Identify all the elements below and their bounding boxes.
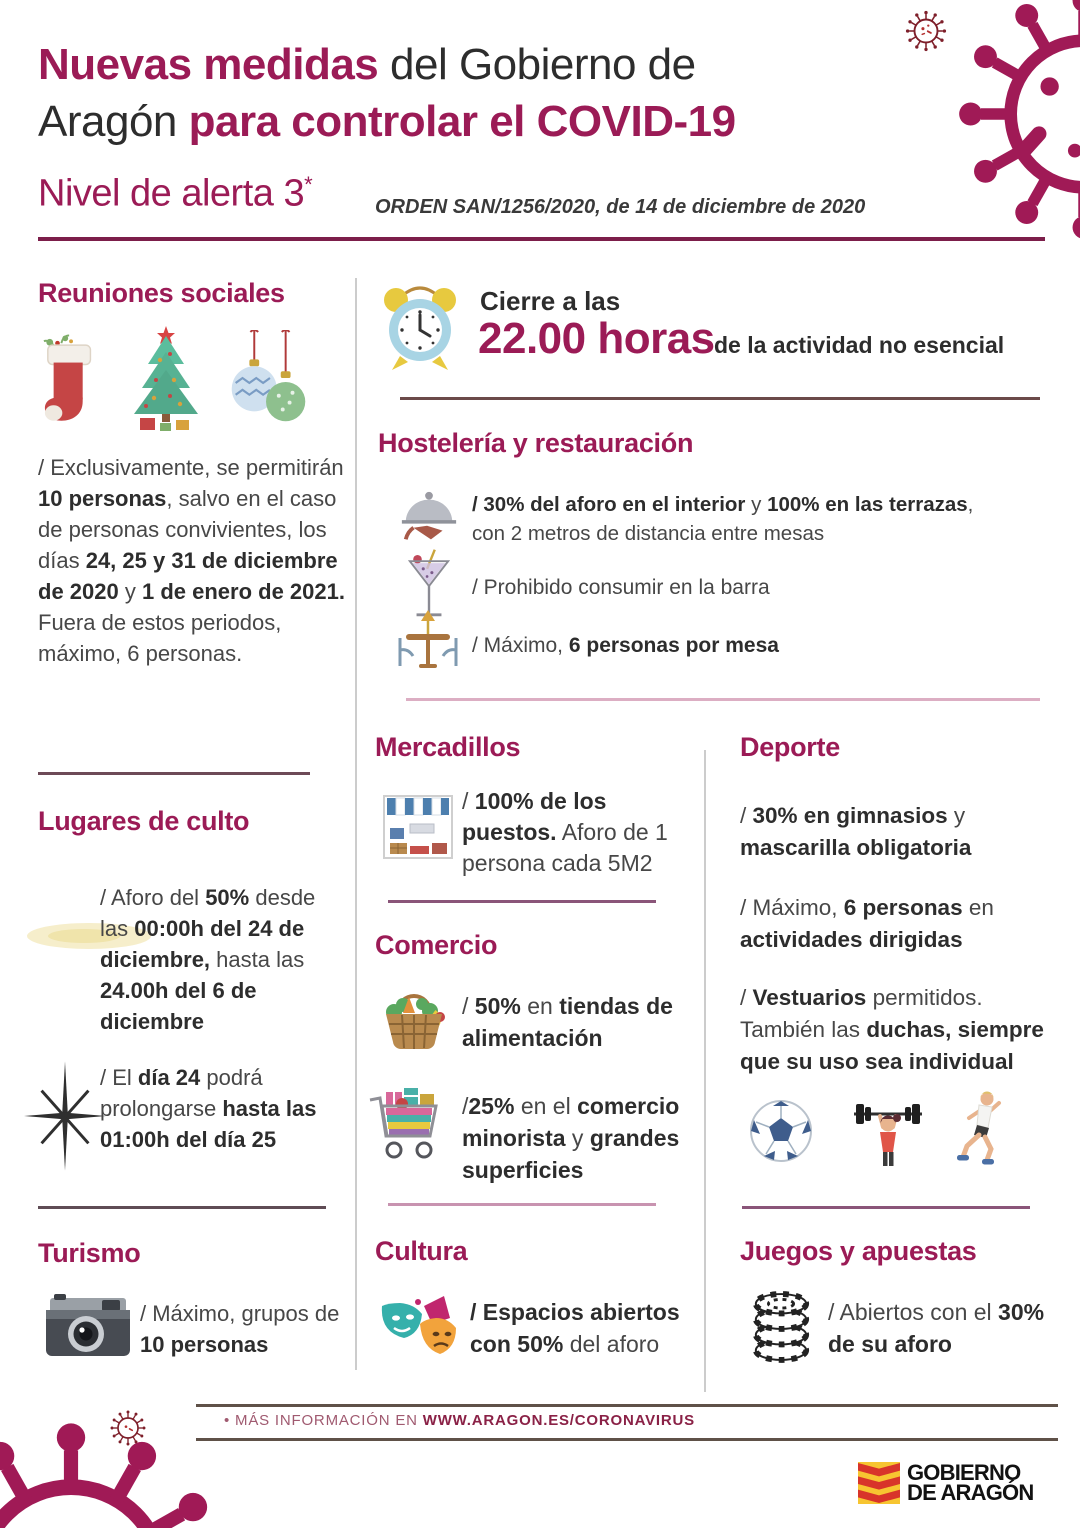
shopping-cart-icon: [366, 1084, 450, 1168]
footer-info-url: WWW.ARAGON.ES/CORONAVIRUS: [422, 1412, 695, 1429]
reuniones-paragraph: [38, 452, 346, 669]
divider-closure: [400, 397, 1040, 400]
section-title-deporte: Deporte: [740, 732, 840, 762]
closure-scope: de la actividad no esencial: [714, 332, 1005, 358]
text-run: / Aforo del: [100, 885, 206, 910]
title-line-1: [38, 36, 878, 93]
coronavirus-large-icon: [958, 0, 1080, 240]
header-rule: [38, 237, 1045, 241]
food-basket-icon: [378, 984, 450, 1052]
text-run: , salvo en el caso de personas convivientes, los días: [38, 486, 337, 573]
closure-intro: Cierre a las: [480, 286, 621, 316]
text-run: en: [520, 993, 560, 1019]
order-reference: ORDEN SAN/1256/2020, de 14 de diciembre de 2020: [375, 196, 866, 218]
christmas-star-icon: [24, 1060, 106, 1172]
text-run: /: [740, 803, 753, 828]
coronavirus-small-bottom-icon: [108, 1408, 148, 1448]
runner-icon: [952, 1088, 1012, 1168]
poker-chips-icon: [750, 1288, 812, 1364]
title-bold-1: Nuevas medidas: [38, 40, 379, 89]
divider-mercadillos: [388, 900, 656, 903]
divider-comercio: [388, 1203, 656, 1206]
text-run: / Exclusivamente, se permitirán: [38, 455, 344, 480]
section-title-lugares: Lugares de culto: [38, 806, 250, 836]
text-run: /: [462, 788, 475, 814]
text-run: 100% en las terrazas: [767, 493, 968, 516]
text-run: / Máximo,: [472, 634, 569, 657]
text-run: / 30% del aforo en el interior: [472, 493, 746, 516]
mercadillos-text: [462, 786, 707, 879]
hosteleria-bullet-2: / Prohibido consumir en la barra: [472, 576, 770, 599]
text-run: / Máximo,: [740, 895, 844, 920]
alarm-clock-icon: [372, 278, 468, 374]
text-run: 30% en gimnasios: [752, 803, 948, 828]
text-run: ,: [967, 493, 974, 516]
footer-line-bottom: [196, 1438, 1058, 1441]
theater-masks-icon: [378, 1290, 462, 1358]
christmas-tree-icon: [118, 324, 214, 432]
page-title: [38, 36, 878, 150]
text-run: y: [118, 579, 142, 604]
text-run: actividades dirigidas: [740, 927, 963, 952]
text-run: 00:00h del 24 de diciembre,: [100, 916, 305, 972]
alert-asterisk: *: [304, 172, 313, 197]
text-run: /: [462, 993, 475, 1019]
closure-time: 22.00 horas: [478, 314, 715, 363]
text-run: duchas, siempre que su uso sea individual: [740, 1017, 1044, 1074]
text-run: desde las: [100, 885, 316, 941]
text-run: y: [947, 803, 966, 828]
lugares-bullet-1: [100, 882, 348, 1037]
comercio-bullet-1: [462, 990, 717, 1054]
logo-text: [907, 1460, 1034, 1505]
text-run: tiendas de alimentación: [462, 993, 673, 1051]
text-run: 24.00h del 6 de diciembre: [100, 978, 257, 1034]
text-run: permitidos. También las: [740, 985, 983, 1042]
text-run: 24, 25 y 31 de diciembre de 2020: [38, 548, 338, 604]
text-run: /: [470, 1299, 483, 1325]
footer-info-prefix: MÁS INFORMACIÓN EN: [235, 1412, 423, 1429]
text-run: grandes superficies: [462, 1125, 680, 1183]
text-run: 6 personas: [843, 895, 963, 920]
section-title-turismo: Turismo: [38, 1238, 141, 1268]
text-run: 100% de los puestos.: [462, 788, 607, 845]
divider-juegos: [742, 1206, 1030, 1209]
hosteleria-bullet-1-line-2: con 2 metros de distancia entre mesas: [472, 522, 825, 545]
logo-line-2: DE ARAGÓN: [907, 1480, 1034, 1505]
text-run: y: [745, 493, 768, 516]
hosteleria-bullet-1: [472, 490, 1062, 548]
text-run: en el: [514, 1093, 578, 1119]
footer-info: [224, 1412, 695, 1429]
cultura-text: [470, 1296, 725, 1360]
text-run: Espacios abiertos con 50%: [470, 1299, 680, 1357]
terrace-table-icon: [392, 610, 464, 674]
text-run: podrá prolongarse: [100, 1065, 263, 1121]
hosteleria-bullet-3: [472, 634, 779, 658]
soccer-ball-icon: [748, 1098, 814, 1164]
text-run: día 24: [137, 1065, 201, 1090]
weightlifter-icon: [850, 1092, 926, 1170]
section-title-hosteleria: Hostelería y restauración: [378, 428, 694, 458]
deporte-bullet-2: [740, 892, 1045, 956]
text-run: 10 personas: [140, 1332, 269, 1357]
text-run: /: [462, 1093, 469, 1119]
deporte-bullet-3: [740, 982, 1048, 1078]
title-line-2: [38, 93, 878, 150]
title-rest-1: del Gobierno de: [378, 40, 696, 89]
text-run: / Abiertos con el: [828, 1299, 999, 1325]
text-run: 1 de enero de 2021.: [141, 579, 345, 604]
text-run: 50%: [474, 993, 521, 1019]
divider-reuniones: [38, 772, 310, 775]
text-run: / El: [100, 1065, 138, 1090]
lugares-bullet-2: [100, 1062, 352, 1155]
section-title-cultura: Cultura: [375, 1236, 468, 1266]
text-run: /: [740, 985, 753, 1010]
footer-bullet: •: [224, 1412, 231, 1429]
footer-line-top: [196, 1404, 1058, 1407]
section-title-mercadillos: Mercadillos: [375, 732, 521, 762]
divider-vertical-left: [355, 278, 357, 1370]
alert-level: [38, 172, 312, 216]
text-run: y: [565, 1125, 590, 1151]
text-run: comercio minorista: [462, 1093, 680, 1151]
text-run: del aforo: [563, 1331, 660, 1357]
text-run: 25%: [468, 1093, 515, 1119]
hosteleria-bullet-1-line-1: [472, 490, 1062, 519]
text-run: hasta las 01:00h del día 25: [100, 1096, 317, 1152]
comercio-bullet-2: [462, 1090, 727, 1186]
logo-line-1: GOBIERNO: [907, 1460, 1021, 1485]
divider-turismo: [38, 1206, 326, 1209]
aragon-flag-icon: [858, 1462, 900, 1504]
section-title-comercio: Comercio: [375, 930, 498, 960]
section-title-reuniones: Reuniones sociales: [38, 278, 285, 308]
text-run: Vestuarios: [752, 985, 867, 1010]
title-pre-2: Aragón: [38, 97, 189, 146]
camera-icon: [44, 1292, 132, 1360]
divider-hosteleria: [406, 698, 1040, 701]
text-run: Fuera de estos periodos, máximo, 6 personas.: [38, 610, 282, 666]
alert-level-text: Nivel de alerta 3: [38, 172, 305, 215]
text-run: en: [962, 895, 994, 920]
coronavirus-small-icon: [903, 8, 949, 54]
text-run: 10 personas: [38, 486, 167, 511]
christmas-ornaments-icon: [224, 330, 312, 432]
gobierno-aragon-logo: [858, 1462, 1033, 1504]
juegos-text: [828, 1296, 1063, 1360]
christmas-stocking-icon: [42, 330, 104, 430]
food-cloche-icon: [398, 488, 460, 548]
text-run: Aforo de 1 persona cada 5M2: [462, 819, 668, 876]
text-run: mascarilla obligatoria: [740, 835, 972, 860]
title-bold-2: para controlar el COVID-19: [188, 97, 736, 146]
text-run: hasta las: [210, 947, 305, 972]
market-stall-icon: [382, 790, 454, 862]
text-run: 6 personas por mesa: [568, 634, 779, 657]
text-run: 50%: [205, 885, 250, 910]
text-run: 30% de su aforo: [828, 1299, 1045, 1357]
deporte-bullet-1: [740, 800, 1045, 864]
text-run: / Máximo, grupos de: [140, 1301, 340, 1326]
turismo-text: [140, 1298, 350, 1360]
section-title-juegos: Juegos y apuestas: [740, 1236, 977, 1266]
